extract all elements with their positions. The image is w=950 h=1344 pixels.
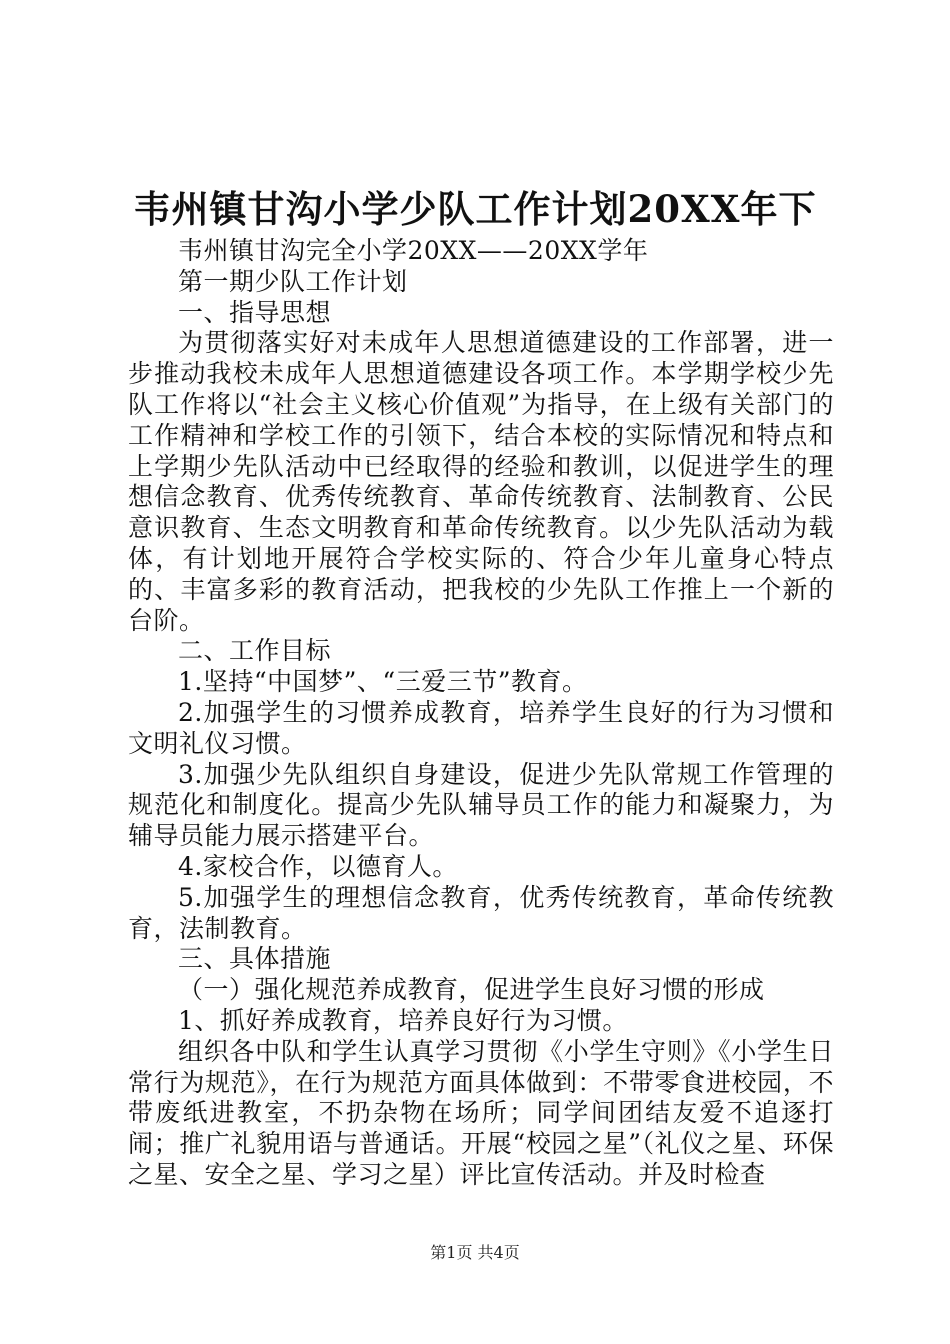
goal-item-4: 4.家校合作，以德育人。 — [178, 851, 458, 881]
section-heading-measures: 三、具体措施 — [178, 944, 332, 974]
goal-item-2: 2.加强学生的习惯养成教育，培养学生良好的行为习惯和文明礼仪习惯。 — [128, 697, 834, 758]
document-title: 韦州镇甘沟小学少队工作计划20XX年下 — [133, 187, 817, 231]
page-footer: 第1页 共4页 — [430, 1243, 520, 1262]
goal-item-1: 1.坚持“中国梦”、“三爱三节”教育。 — [178, 667, 588, 697]
goal-item-5: 5.加强学生的理想信念教育，优秀传统教育，革命传统教育，法制教育。 — [128, 882, 834, 943]
subsection-heading-habits: （一）强化规范养成教育，促进学生良好习惯的形成 — [178, 975, 765, 1005]
goal-item-3: 3.加强少先队组织自身建设，促进少先队常规工作管理的规范化和制度化。提高少先队辅导员工作的能力和凝聚力，为辅导员能力展示搭建平台。 — [128, 759, 834, 851]
paragraph-school-year: 韦州镇甘沟完全小学20XX——20XX学年 — [178, 236, 649, 265]
section-heading-guiding-thought: 一、指导思想 — [178, 297, 332, 327]
paragraph-guiding-thought: 为贯彻落实好对未成年人思想道德建设的工作部署，进一步推动我校未成年人思想道德建设各项工作。本学期学校少先队工作将以“社会主义核心价值观”为指导，在上级有关部门的工作精神和学校工作的引领下，结合本校的实际情况和特点和上学期少先队活动中已经取得的经验和教训，以促进学生的理想信念教育、优秀传统教育、革命传统教育、法制教育、公民意识教育、生态文明教育和革命传统教育。以少先队活动为载体，有计划地开展符合学校实际的、符合少年儿童身心特点的、丰富多彩的教育活动，把我校的少先队工作推上一个新的台阶。 — [128, 328, 834, 635]
measure-item-1: 1、抓好养成教育，培养良好行为习惯。 — [178, 1005, 628, 1035]
section-heading-work-goals: 二、工作目标 — [178, 636, 332, 666]
paragraph-plan-name: 第一期少队工作计划 — [178, 266, 408, 296]
document-body — [128, 236, 834, 1191]
paragraph-measure-details: 组织各中队和学生认真学习贯彻《小学生守则》《小学生日常行为规范》，在行为规范方面具体做到：不带零食进校园，不带废纸进教室，不扔杂物在场所；同学间团结友爱不追逐打闹；推广礼貌用语与普通话。开展“校园之星”（礼仪之星、环保之星、安全之星、学习之星）评比宣传活动。并及时检查 — [128, 1036, 834, 1189]
